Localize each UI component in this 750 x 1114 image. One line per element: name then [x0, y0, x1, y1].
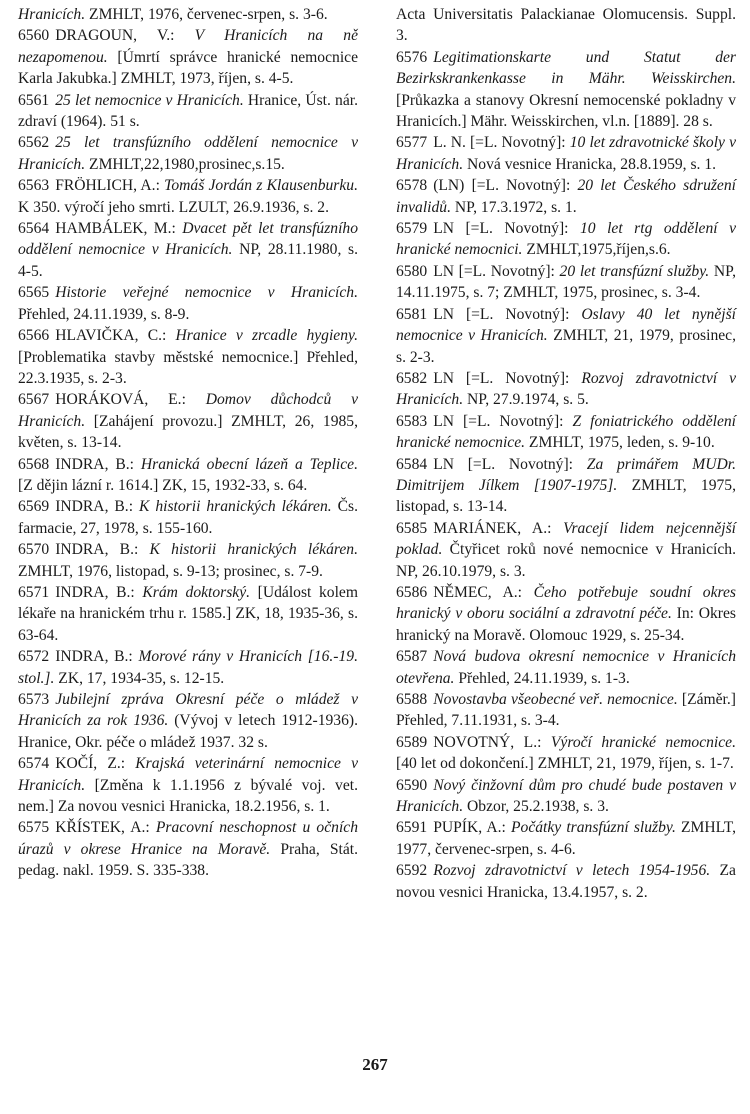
- entry-citation: ZMHLT, 1977, červenec-srpen, s. 4-6.: [396, 819, 736, 858]
- entry-author: INDRA, B.:: [55, 583, 143, 601]
- bibliography-entry: [396, 218, 736, 261]
- entry-title: K historii hranických lékáren.: [149, 541, 358, 559]
- bibliography-entry: [18, 646, 358, 689]
- bibliography-entry: [18, 496, 358, 539]
- bibliography-entry: [396, 411, 736, 454]
- entry-number: 6571: [18, 583, 50, 601]
- entry-title: Hranice v zrcadle hygieny.: [175, 327, 358, 345]
- entry-citation: Hranice, Úst. nár. zdraví (1964). 51 s.: [18, 91, 358, 131]
- entry-number: 6564: [18, 220, 50, 238]
- bibliography-entry: [396, 132, 736, 175]
- entry-title: Rozvoj zdravotnictví v Hranicích.: [396, 369, 736, 409]
- entry-number: 6575: [18, 819, 50, 837]
- bibliography-entry: [18, 389, 358, 453]
- right-column: [396, 4, 736, 903]
- bibliography-entry: [396, 817, 736, 860]
- entry-title: Hranicích.: [18, 6, 86, 23]
- entry-title: 25 let transfúzního oddělení nemocnice v Hranicích.: [18, 134, 358, 173]
- entry-author: LN [=L. Novotný]:: [433, 220, 580, 238]
- entry-citation: ZMHLT, 1976, červenec-srpen, s. 3-6.: [85, 6, 328, 23]
- entry-citation: ZMHLT, 1975, leden, s. 9-10.: [525, 434, 715, 452]
- bibliography-entry: [18, 753, 358, 817]
- entry-citation: NP, 28.11.1980, s. 4-5.: [18, 241, 358, 280]
- entry-citation: NP, 17.3.1972, s. 1.: [451, 198, 577, 216]
- entry-author: KŘÍSTEK, A.:: [55, 819, 156, 837]
- entry-citation: [Zahájení provozu.] ZMHLT, 26, 1985, květen, s. 13-14.: [18, 412, 358, 452]
- entry-citation: Za novou vesnici Hranicka, 13.4.1957, s. 2.: [396, 862, 736, 901]
- entry-title: Krajská veterinární nemocnice v Hranicích.: [18, 755, 358, 794]
- bibliography-entry: [18, 175, 358, 218]
- entry-number: 6565: [18, 284, 50, 302]
- entry-title: Hranická obecní lázeň a Teplice.: [140, 455, 358, 473]
- entry-title: Nová budova okresní nemocnice v Hranicích otevřena.: [396, 648, 736, 687]
- bibliography-entry: [18, 539, 358, 582]
- entry-number: 6561: [18, 91, 50, 109]
- bibliography-entry: [396, 732, 736, 775]
- entry-author: MARIÁNEK, A.:: [433, 519, 564, 537]
- entry-title: Domov důchodců v Hranicích.: [18, 391, 358, 430]
- entry-title: Za primářem MUDr. Dimitrijem Jílkem [1907-1975].: [396, 455, 737, 494]
- entry-number: 6579: [396, 220, 428, 238]
- entry-citation: [Průkazka a stanovy Okresní nemocenské pokladny v Hranicích.] Mähr. Weisskirchen, vl.n. [1889]. 28 s.: [396, 91, 736, 131]
- entry-author: INDRA, B.:: [55, 648, 139, 666]
- entry-title: Novostavba všeobecné veř. nemocnice.: [433, 691, 678, 708]
- entry-author: (LN) [=L. Novotný]:: [433, 177, 578, 195]
- entry-title: Nový činžovní dům pro chudé bude postaven v Hranicích.: [396, 776, 736, 816]
- entry-number: 6580: [396, 262, 428, 280]
- bibliography-entry: [396, 175, 736, 218]
- entry-number: 6583: [396, 412, 428, 430]
- entry-title: Počátky transfúzní služby.: [511, 819, 676, 837]
- entry-citation: Obzor, 25.2.1938, s. 3.: [463, 798, 609, 816]
- bibliography-entry: [396, 775, 736, 818]
- left-column: [18, 4, 358, 882]
- entry-citation: (Vývoj v letech 1912-1936). Hranice, Okr. péče o mládež 1937. 32 s.: [18, 712, 358, 751]
- entry-author: PUPÍK, A.:: [433, 819, 511, 837]
- bibliography-entry: [396, 368, 736, 411]
- entry-author: LN [=L. Novotný]:: [433, 455, 587, 473]
- entry-number: 6582: [396, 369, 428, 387]
- entry-title: 20 let Českého sdružení invalidů.: [396, 177, 736, 216]
- entry-title: Čeho potřebuje soudní okres hranický v oboru sociální a zdravotní péče.: [396, 583, 736, 623]
- entry-number: 6577: [396, 134, 428, 152]
- entry-title: Krám doktorský.: [142, 583, 251, 601]
- entry-author: LN [=L. Novotný]:: [433, 305, 582, 323]
- entry-title: Pracovní neschopnost u očních úrazů v okrese Hranice na Moravě.: [18, 819, 358, 858]
- entry-title: 10 let rtg oddělení v hranické nemocnici.: [396, 220, 736, 259]
- entry-number: 6586: [396, 583, 428, 601]
- entry-citation: Čtyřicet roků nové nemocnice v Hranicích. NP, 26.10.1979, s. 3.: [396, 541, 736, 580]
- entry-citation: [Úmrtí správce hranické nemocnice Karla Jakubka.] ZMHLT, 1973, říjen, s. 4-5.: [18, 48, 358, 88]
- entry-number: 6573: [18, 691, 50, 708]
- bibliography-entry: [396, 261, 736, 304]
- entry-title: Vracejí lidem nejcennější poklad.: [396, 519, 736, 559]
- entry-citation: ZMHLT, 1976, listopad, s. 9-13; prosinec, s. 7-9.: [18, 562, 323, 580]
- bibliography-entry: [18, 582, 358, 646]
- entry-number: 6570: [18, 541, 50, 559]
- entry-author: FRÖHLICH, A.:: [55, 177, 165, 195]
- entry-number: 6569: [18, 498, 50, 516]
- entry-title: Výročí hranické nemocnice.: [550, 733, 736, 751]
- entry-title: Z foniatrického oddělení hranické nemocnice.: [396, 412, 736, 452]
- entry-title: 25 let nemocnice v Hranicích.: [55, 91, 244, 109]
- entry-author: KOČÍ, Z.:: [55, 755, 136, 773]
- entry-citation: Čs. farmacie, 27, 1978, s. 155-160.: [18, 498, 358, 537]
- bibliography-entry: [18, 90, 358, 133]
- bibliography-entry: [18, 325, 358, 389]
- entry-author: INDRA, B.:: [55, 498, 139, 516]
- entry-author: NĚMEC, A.:: [433, 583, 534, 601]
- entry-citation: Nová vesnice Hranicka, 28.8.1959, s. 1.: [463, 155, 717, 173]
- entry-citation: Přehled, 24.11.1939, s. 1-3.: [454, 669, 630, 687]
- entry-title: Rozvoj zdravotnictví v letech 1954-1956.: [433, 862, 711, 880]
- entry-author: HLAVIČKA, C.:: [55, 327, 176, 345]
- entry-citation: Přehled, 24.11.1939, s. 8-9.: [18, 305, 190, 323]
- entry-author: L. N. [=L. Novotný]:: [433, 134, 570, 152]
- entry-title: Oslavy 40 let nynější nemocnice v Hranicích.: [396, 305, 736, 345]
- entry-number: 6576: [396, 48, 428, 66]
- entry-author: LN [=L. Novotný]:: [433, 412, 573, 430]
- entry-title: 10 let zdravotnické školy v Hranicích.: [396, 134, 736, 173]
- entry-number: 6567: [18, 391, 50, 409]
- entry-author: INDRA, B.:: [55, 455, 141, 473]
- entry-citation: ZMHLT,1975,říjen,s.6.: [522, 241, 671, 259]
- entry-title: Dvacet pět let transfúzního oddělení nemocnice v Hranicích.: [18, 220, 358, 259]
- entry-number: 6592: [396, 862, 428, 880]
- bibliography-entry: [18, 817, 358, 881]
- bibliography-entry: [396, 4, 736, 47]
- entry-number: 6563: [18, 177, 50, 195]
- entry-title: K historii hranických lékáren.: [139, 498, 332, 516]
- entry-author: DRAGOUN, V.:: [55, 27, 195, 45]
- entry-number: 6566: [18, 327, 50, 345]
- entry-citation: In: Okres hranický na Moravě. Olomouc 1929, s. 25-34.: [396, 605, 736, 644]
- entry-author: INDRA, B.:: [55, 541, 150, 559]
- bibliography-entry: [396, 304, 736, 368]
- entry-author: LN [=L. Novotný]:: [433, 369, 582, 387]
- bibliography-entry: [396, 582, 736, 646]
- bibliography-entry: [18, 4, 358, 25]
- entry-author: HORÁKOVÁ, E.:: [55, 391, 206, 409]
- entry-number: 6588: [396, 691, 428, 708]
- entry-number: 6584: [396, 455, 428, 473]
- bibliography-entry: [18, 218, 358, 282]
- entry-citation: ZMHLT, 21, 1979, prosinec, s. 2-3.: [396, 327, 736, 366]
- bibliography-entry: [18, 689, 358, 753]
- entry-title: Jubilejní zpráva Okresní péče o mládež v Hranicích za rok 1936.: [18, 691, 358, 730]
- entry-citation: [Z dějin lázní r. 1614.] ZK, 15, 1932-33, s. 64.: [18, 476, 308, 494]
- entry-citation: NP, 27.9.1974, s. 5.: [463, 391, 589, 409]
- bibliography-entry: [396, 646, 736, 689]
- entry-citation: Praha, Stát. pedag. nakl. 1959. S. 335-338.: [18, 840, 358, 880]
- entry-citation: [Záměr.] Přehled, 7.11.1931, s. 3-4.: [396, 691, 736, 730]
- bibliography-entry: [396, 518, 736, 582]
- entry-citation: ZK, 17, 1934-35, s. 12-15.: [54, 669, 225, 687]
- entry-author: LN [=L. Novotný]:: [433, 262, 560, 280]
- entry-citation: NP, 14.11.1975, s. 7; ZMHLT, 1975, prosinec, s. 3-4.: [396, 262, 736, 302]
- entry-title: V Hranicích na ně nezapomenou.: [18, 27, 358, 66]
- entry-number: 6574: [18, 755, 50, 773]
- entry-number: 6590: [396, 776, 428, 794]
- entry-number: 6568: [18, 455, 50, 473]
- entry-citation: [Problematika stavby městské nemocnice.] Přehled, 22.3.1935, s. 2-3.: [18, 348, 358, 387]
- entry-number: 6581: [396, 305, 428, 323]
- bibliography-entry: [18, 132, 358, 175]
- entry-author: HAMBÁLEK, M.:: [55, 220, 183, 238]
- entry-number: 6578: [396, 177, 428, 195]
- bibliography-entry: [396, 689, 736, 732]
- entry-citation: K 350. výročí jeho smrti. LZULT, 26.9.1936, s. 2.: [18, 198, 329, 216]
- entry-number: 6587: [396, 648, 428, 666]
- entry-number: 6560: [18, 27, 50, 45]
- page-number: 267: [362, 1055, 388, 1074]
- entry-citation: [40 let od dokončení.] ZMHLT, 21, 1979, říjen, s. 1-7.: [396, 755, 734, 773]
- bibliography-entry: [396, 47, 736, 133]
- entry-citation: Acta Universitatis Palackianae Olomucensis. Suppl. 3.: [396, 6, 736, 45]
- entry-author: NOVOTNÝ, L.:: [433, 733, 551, 751]
- entry-number: 6562: [18, 134, 50, 152]
- bibliography-entry: [396, 860, 736, 903]
- bibliography-entry: [18, 454, 358, 497]
- bibliography-entry: [396, 454, 736, 518]
- entry-number: 6591: [396, 819, 428, 837]
- entry-title: Morové rány v Hranicích [16.-19. stol.].: [18, 648, 358, 687]
- entry-title: Historie veřejné nemocnice v Hranicích.: [55, 284, 358, 302]
- entry-title: Tomáš Jordán z Klausenburku.: [164, 177, 358, 195]
- entry-citation: ZMHLT, 1975, listopad, s. 13-14.: [396, 476, 736, 516]
- entry-citation: [Událost kolem lékaře na hranickém trhu r. 1585.] ZK, 18, 1935-36, s. 63-64.: [18, 583, 358, 644]
- entry-number: 6572: [18, 648, 50, 666]
- entry-citation: ZMHLT,22,1980,prosinec,s.15.: [85, 155, 285, 173]
- entry-title: Legitimationskarte und Statut der Bezirkskrankenkasse in Mähr. Weisskirchen.: [396, 48, 736, 88]
- entry-number: 6589: [396, 733, 428, 751]
- bibliography-entry: [18, 25, 358, 89]
- entry-title: 20 let transfúzní služby.: [559, 262, 710, 280]
- entry-citation: [Změna k 1.1.1956 z bývalé voj. vet. nem.] Za novou vesnici Hranicka, 18.2.1956, s. 1.: [18, 776, 358, 816]
- entry-number: 6585: [396, 519, 428, 537]
- bibliography-entry: [18, 282, 358, 325]
